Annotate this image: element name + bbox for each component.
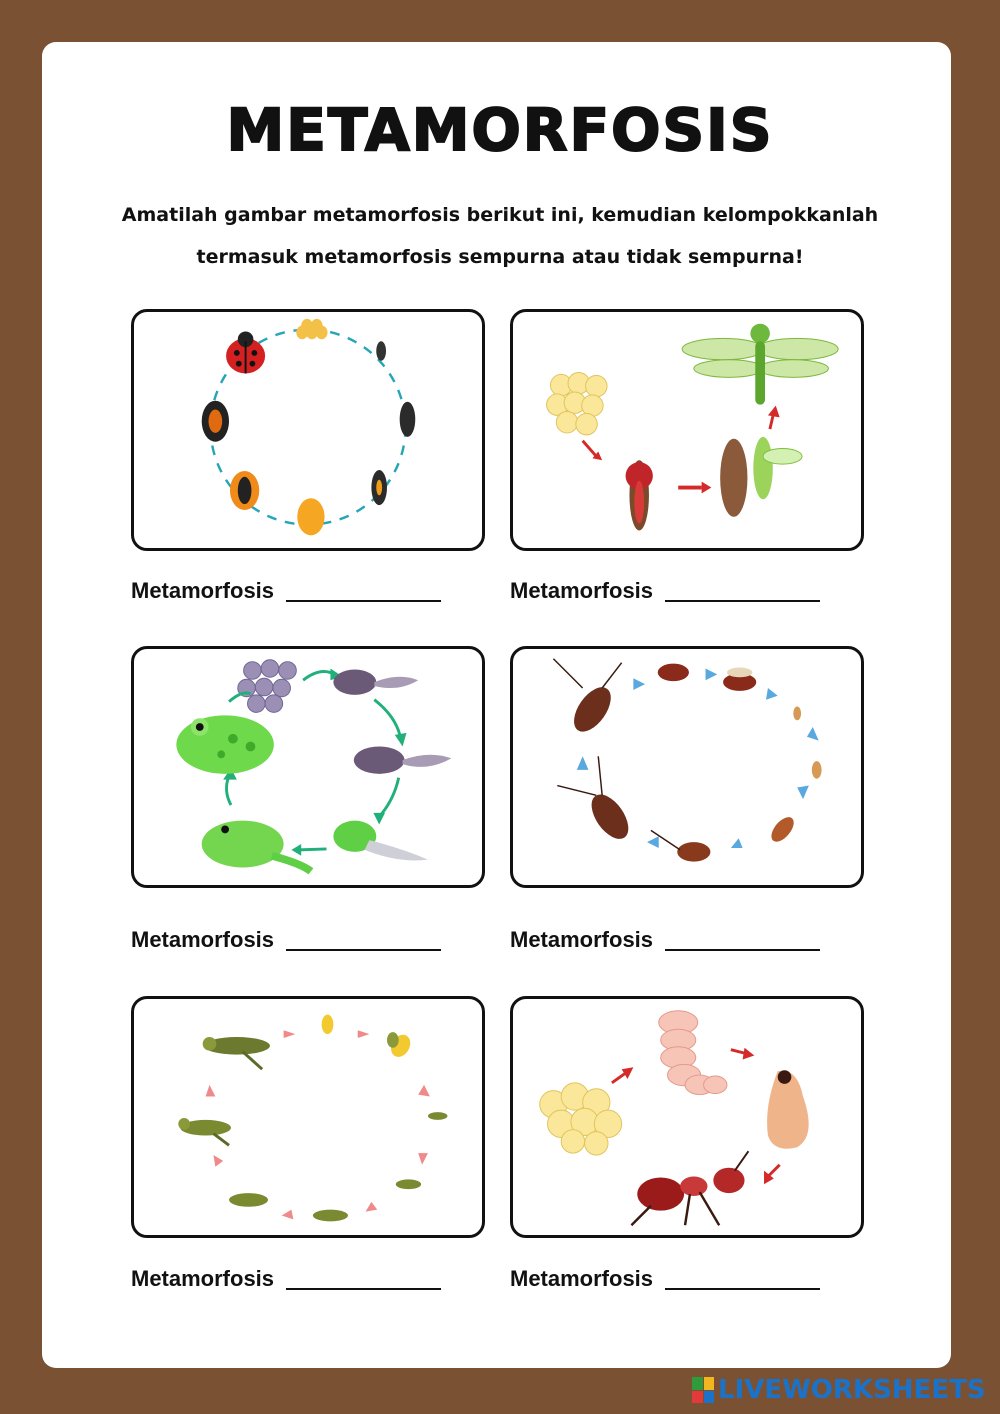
- arrow-icon: [418, 1085, 430, 1097]
- instruction-line-2: termasuk metamorfosis sempurna atau tidak sempurna!: [196, 246, 804, 268]
- grasshopper-life-cycle-illustration: [134, 999, 482, 1235]
- arrow-icon: [213, 1155, 223, 1167]
- nymph-1-icon: [428, 1112, 448, 1120]
- adult-grasshopper-icon: [203, 1037, 270, 1069]
- arrow-icon: [797, 786, 809, 800]
- panel-ladybug-life-cycle: [131, 309, 485, 551]
- pupa-icon: [767, 1070, 809, 1149]
- answer-blank-3[interactable]: [286, 948, 441, 951]
- arrow-icon: [282, 1210, 294, 1220]
- liveworksheets-brand: [692, 1374, 986, 1406]
- ootheca-icon: [658, 664, 689, 682]
- larva-stage-1-icon: [376, 341, 386, 361]
- nymph-icon: [626, 460, 653, 530]
- arrow-icon: [577, 756, 589, 770]
- egg-cluster-icon: [547, 372, 607, 434]
- grasshopper-eggs-icon: [322, 1015, 334, 1035]
- liveworksheets-logo-icon: [692, 1377, 714, 1403]
- brand-wordmark: LIVEWORKSHEETS: [718, 1375, 986, 1405]
- nymph-large-icon: [767, 813, 798, 845]
- young-adult-grasshopper-icon: [178, 1118, 231, 1145]
- adult-frog-icon: [176, 715, 274, 774]
- frog-life-cycle-illustration: [134, 649, 482, 885]
- answer-blank-1[interactable]: [286, 599, 441, 602]
- ant-eggs-icon: [540, 1083, 622, 1155]
- tadpole-icon: [333, 669, 418, 694]
- arrow-icon: [418, 1153, 428, 1165]
- panel-ant-life-cycle: [510, 996, 864, 1238]
- arrow-icon: [366, 1202, 378, 1212]
- answer-label-5: Metamorfosis: [131, 1266, 441, 1292]
- ant-life-cycle-illustration: [513, 999, 861, 1235]
- arrow-icon: [358, 1030, 370, 1038]
- panel-cockroach-life-cycle: [510, 646, 864, 888]
- arrow-icon: [206, 1085, 216, 1097]
- nymph-4-icon: [229, 1193, 268, 1207]
- answer-blank-6[interactable]: [665, 1287, 820, 1290]
- larva-icon: [659, 1011, 727, 1095]
- young-adult-cockroach-icon: [557, 756, 635, 845]
- nymph-older-icon: [651, 830, 710, 861]
- tadpole-with-legs-icon: [354, 747, 452, 774]
- arrow-icon: [731, 838, 743, 848]
- nymph-2-icon: [396, 1179, 421, 1189]
- froglet-icon: [333, 821, 428, 861]
- cockroach-life-cycle-illustration: [513, 649, 861, 885]
- answer-blank-4[interactable]: [665, 948, 820, 951]
- molting-nymph-icon: [720, 437, 802, 517]
- adult-dragonfly-icon: [682, 324, 838, 405]
- instruction-line-1: Amatilah gambar metamorfosis berikut ini, kemudian kelompokkanlah: [121, 204, 879, 226]
- nymph-medium-icon: [812, 761, 822, 779]
- arrow-icon: [633, 678, 645, 690]
- dragonfly-life-cycle-illustration: [513, 312, 861, 548]
- answer-blank-2[interactable]: [665, 599, 820, 602]
- frog-eggs-icon: [238, 660, 297, 713]
- adult-cockroach-icon: [553, 659, 621, 738]
- page-title: METAMORFOSIS: [226, 96, 774, 164]
- answer-label-6: Metamorfosis: [510, 1266, 820, 1292]
- ladybug-life-cycle-illustration: [134, 312, 482, 548]
- answer-label-4: Metamorfosis: [510, 927, 820, 953]
- nymph-small-icon: [793, 707, 801, 721]
- answer-label-1: Metamorfosis: [131, 578, 441, 604]
- larva-stage-2-icon: [400, 402, 416, 437]
- adult-ant-icon: [631, 1151, 748, 1225]
- answer-label-2: Metamorfosis: [510, 578, 820, 604]
- egg-cluster-icon: [296, 319, 327, 339]
- arrow-icon: [284, 1030, 296, 1038]
- nymph-3-icon: [313, 1210, 348, 1222]
- ladybug-adult-icon: [226, 332, 265, 374]
- arrow-icon: [706, 669, 718, 681]
- pupa-icon: [297, 498, 324, 535]
- arrow-icon: [766, 688, 778, 700]
- young-frog-icon: [202, 821, 311, 872]
- panel-frog-life-cycle: [131, 646, 485, 888]
- arrow-icon: [647, 836, 659, 848]
- hatching-eggs-icon: [387, 1031, 414, 1060]
- hatching-ootheca-icon: [723, 668, 756, 691]
- panel-grasshopper-life-cycle: [131, 996, 485, 1238]
- panel-dragonfly-life-cycle: [510, 309, 864, 551]
- arrow-icon: [807, 727, 819, 741]
- answer-label-3: Metamorfosis: [131, 927, 441, 953]
- answer-blank-5[interactable]: [286, 1287, 441, 1290]
